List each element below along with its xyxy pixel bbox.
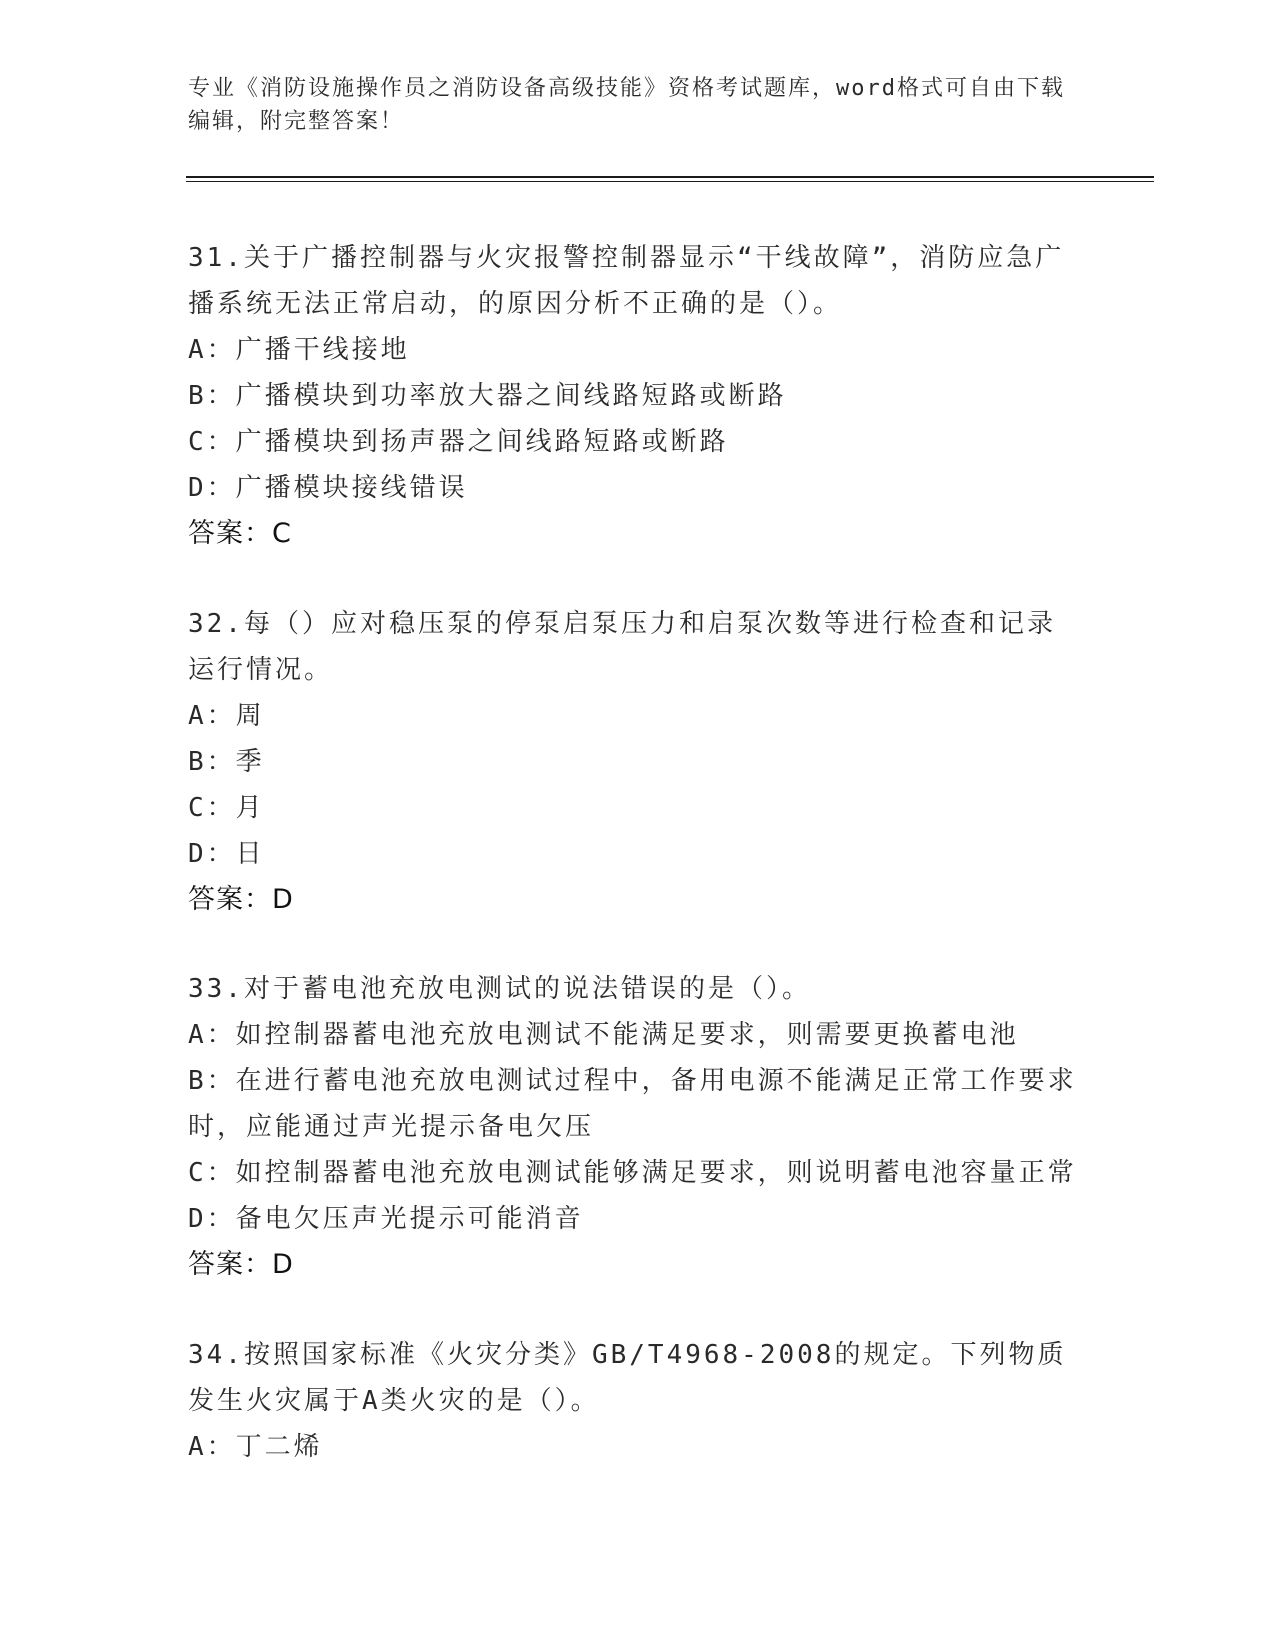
- option-a: A：如控制器蓄电池充放电测试不能满足要求，则需要更换蓄电池: [188, 1020, 1019, 1050]
- question-34: [188, 1332, 1078, 1470]
- question-32: [188, 601, 1078, 923]
- option-d: D：日: [188, 839, 265, 869]
- option-a: A：广播干线接地: [188, 335, 410, 365]
- header-divider-thick: [186, 176, 1154, 178]
- option-d: D：广播模块接线错误: [188, 473, 468, 503]
- option-c: C：月: [188, 793, 265, 823]
- question-stem: 33.对于蓄电池充放电测试的说法错误的是（）。: [188, 974, 811, 1004]
- question-stem: 31.关于广播控制器与火灾报警控制器显示“干线故障”，消防应急广播系统无法正常启动，的原因分析不正确的是（）。: [188, 243, 1065, 319]
- answer-line: 答案：D: [188, 1249, 294, 1280]
- option-a: A：丁二烯: [188, 1432, 323, 1462]
- option-c: C：如控制器蓄电池充放电测试能够满足要求，则说明蓄电池容量正常: [188, 1158, 1077, 1188]
- question-stem: 34.按照国家标准《火灾分类》GB/T4968-2008的规定。下列物质发生火灾属于A类火灾的是（）。: [188, 1340, 1067, 1416]
- option-d: D：备电欠压声光提示可能消音: [188, 1204, 584, 1234]
- question-stem: 32.每（）应对稳压泵的停泵启泵压力和启泵次数等进行检查和记录运行情况。: [188, 609, 1056, 685]
- question-31: [188, 235, 1078, 557]
- option-b: B：广播模块到功率放大器之间线路短路或断路: [188, 381, 787, 411]
- option-b: B：季: [188, 747, 265, 777]
- answer-line: 答案：C: [188, 518, 292, 549]
- question-33: [188, 966, 1078, 1288]
- document-intro: 专业《消防设施操作员之消防设备高级技能》资格考试题库，word格式可自由下载编辑，附完整答案！: [188, 76, 1065, 134]
- answer-line: 答案：D: [188, 884, 294, 915]
- option-c: C：广播模块到扬声器之间线路短路或断路: [188, 427, 729, 457]
- header-divider-thin: [186, 181, 1154, 182]
- option-a: A：周: [188, 701, 265, 731]
- option-b: B：在进行蓄电池充放电测试过程中，备用电源不能满足正常工作要求时，应能通过声光提示备电欠压: [188, 1066, 1077, 1142]
